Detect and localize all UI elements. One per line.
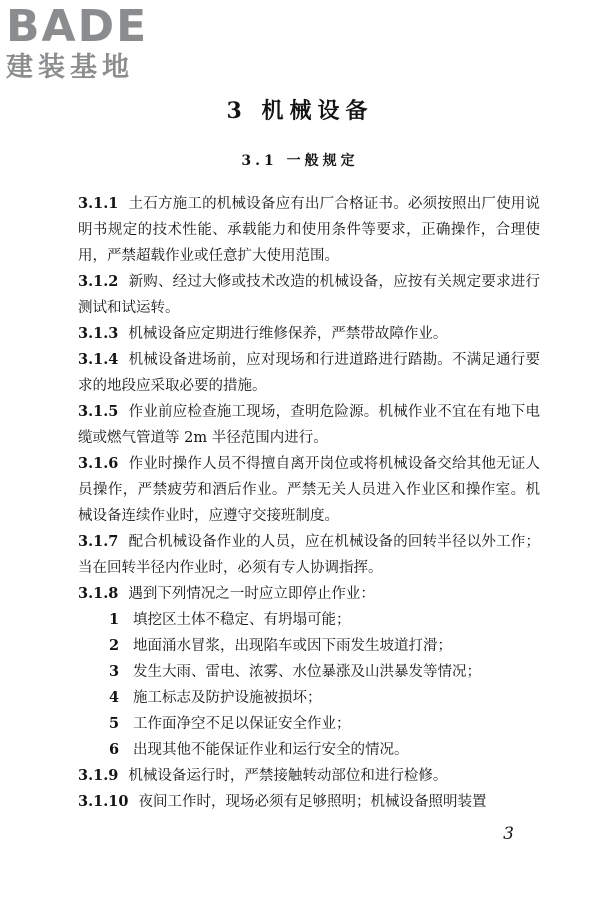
clause-3-1-9 (78, 763, 540, 789)
item-number: 4 (109, 689, 120, 706)
clause-3-1-10 (78, 789, 540, 815)
clause-text: 作业前应检查施工现场，查明危险源。机械作业不宜在有地下电缆或燃气管道等 2m 半径范围内进行。 (78, 404, 540, 446)
clause-3-1-6 (78, 451, 540, 529)
list-item (78, 607, 540, 633)
item-number: 5 (109, 715, 120, 732)
clause-number: 3.1.8 (78, 585, 119, 602)
clause-text: 配合机械设备作业的人员，应在机械设备的回转半径以外工作；当在回转半径内作业时，必须有专人协调指挥。 (78, 534, 540, 576)
clause-text: 机械设备进场前，应对现场和行进道路进行踏勘。不满足通行要求的地段应采取必要的措施。 (78, 352, 540, 394)
item-text: 地面涌水冒浆，出现陷车或因下雨发生坡道打滑； (133, 638, 452, 654)
clause-number: 3.1.3 (78, 325, 119, 342)
item-number: 6 (109, 741, 120, 758)
list-item (78, 737, 540, 763)
list-item (78, 711, 540, 737)
clause-3-1-2 (78, 269, 540, 321)
clause-3-1-8 (78, 581, 540, 607)
clause-number: 3.1.4 (78, 351, 119, 368)
item-text: 填挖区土体不稳定、有坍塌可能； (133, 612, 351, 628)
clause-text: 遇到下列情况之一时应立即停止作业： (128, 586, 375, 602)
clause-number: 3.1.2 (78, 273, 119, 290)
clause-number: 3.1.9 (78, 767, 119, 784)
clause-list (78, 191, 540, 815)
clause-number: 3.1.7 (78, 533, 119, 550)
item-text: 发生大雨、雷电、浓雾、水位暴涨及山洪暴发等情况； (133, 664, 481, 680)
list-item (78, 633, 540, 659)
clause-text: 夜间工作时，现场必须有足够照明；机械设备照明装置 (138, 794, 487, 810)
section-title: 3.1 一般规定 (241, 153, 359, 169)
clause-3-1-5 (78, 399, 540, 451)
bade-logo (6, 1, 181, 84)
list-item (78, 685, 540, 711)
clause-text: 作业时操作人员不得擅自离开岗位或将机械设备交给其他无证人员操作，严禁疲劳和酒后作业。严禁无关人员进入作业区和操作室。机械设备连续作业时，应遵守交接班制度。 (78, 456, 540, 524)
logo-wordmark: BADE (6, 1, 149, 52)
clause-number: 3.1.1 (78, 195, 119, 212)
item-number: 1 (109, 611, 120, 628)
clause-3-1-1 (78, 191, 540, 269)
clause-3-1-7 (78, 529, 540, 581)
item-text: 工作面净空不足以保证安全作业； (133, 716, 351, 732)
clause-text: 机械设备运行时，严禁接触转动部位和进行检修。 (128, 768, 448, 784)
clause-number: 3.1.10 (78, 793, 129, 810)
item-text: 施工标志及防护设施被损坏； (133, 690, 322, 706)
list-item (78, 659, 540, 685)
clause-3-1-3 (78, 321, 540, 347)
item-number: 3 (109, 663, 120, 680)
item-text: 出现其他不能保证作业和运行安全的情况。 (133, 742, 409, 758)
clause-number: 3.1.6 (78, 455, 119, 472)
clause-text: 机械设备应定期进行维修保养，严禁带故障作业。 (128, 326, 448, 342)
logo-subtitle: 建装基地 (6, 52, 134, 83)
clause-3-1-4 (78, 347, 540, 399)
chapter-title: 3 机械设备 (226, 98, 374, 124)
clause-text: 土石方施工的机械设备应有出厂合格证书。必须按照出厂使用说明书规定的技术性能、承载能力和使用条件等要求，正确操作，合理使用，严禁超载作业或任意扩大使用范围。 (78, 196, 540, 264)
clause-number: 3.1.5 (78, 403, 119, 420)
item-number: 2 (109, 637, 120, 654)
page-number: 3 (503, 824, 514, 844)
clause-text: 新购、经过大修或技术改造的机械设备，应按有关规定要求进行测试和试运转。 (78, 274, 540, 316)
